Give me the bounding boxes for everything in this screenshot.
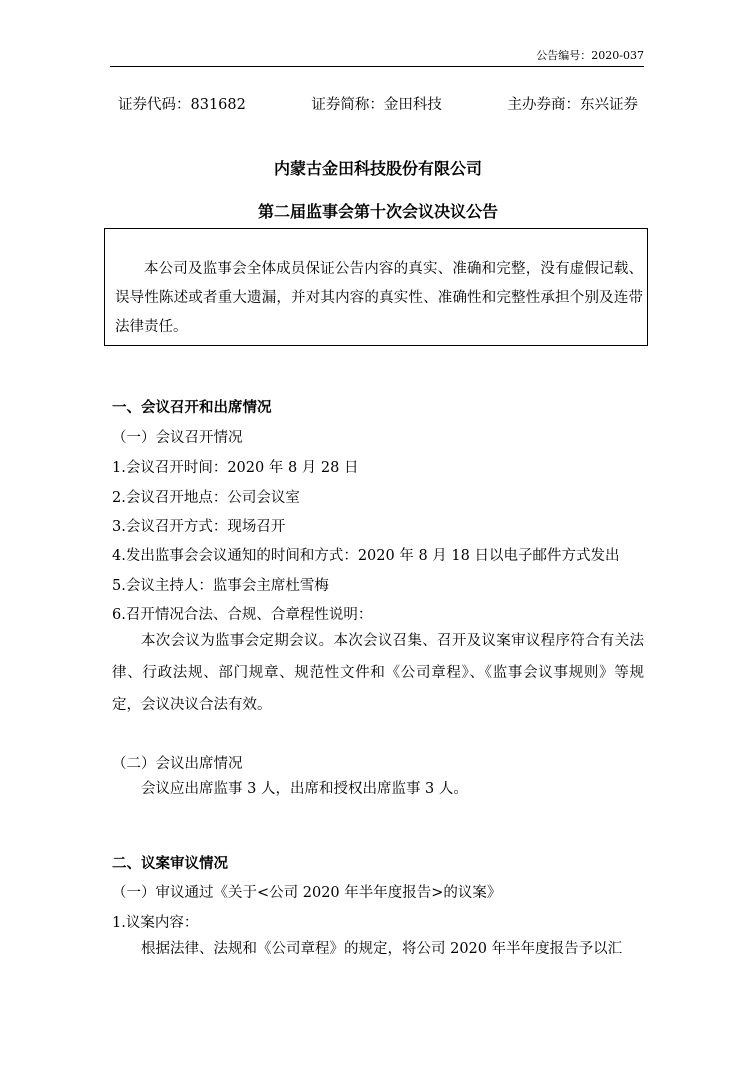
list-item: 6.召开情况合法、合规、合章程性说明： bbox=[112, 607, 373, 623]
legality-paragraph: 本次会议为监事会定期会议。本次会议召集、召开及议案审议程序符合有关法律、行政法规、部门规章、规范性文件和《公司章程》、《监事会议事规则》等规定，会议决议合法有效。 bbox=[112, 633, 644, 713]
subsection-2-1: （一）审议通过《关于<公司 2020 年半年度报告>的议案》 bbox=[112, 885, 502, 901]
announcement-title: 第二届监事会第十次会议决议公告 bbox=[257, 202, 498, 221]
list-item: 4.发出监事会会议通知的时间和方式：2020 年 8 月 18 日以电子邮件方式发出 bbox=[112, 548, 620, 564]
list-item: 1.议案内容： bbox=[112, 915, 199, 931]
security-info-row bbox=[118, 93, 638, 114]
attendance-paragraph: 会议应出席监事 3 人，出席和授权出席监事 3 人。 bbox=[141, 781, 468, 797]
announcement-number: 公告编号：2020-037 bbox=[536, 49, 644, 62]
disclaimer-text: 本公司及监事会全体成员保证公告内容的真实、准确和完整，没有虚假记载、误导性陈述或者重大遗漏，并对其内容的真实性、准确性和完整性承担个别及连带法律责任。 bbox=[115, 261, 643, 335]
list-item: 5.会议主持人：监事会主席杜雪梅 bbox=[112, 578, 329, 594]
company-title: 内蒙古金田科技股份有限公司 bbox=[273, 159, 482, 178]
list-item: 2.会议召开地点：公司会议室 bbox=[112, 490, 300, 506]
content-paragraph: 根据法律、法规和《公司章程》的规定，将公司 2020 年半年度报告予以汇 bbox=[141, 941, 623, 957]
stock-name: 证券简称：金田科技 bbox=[311, 97, 442, 113]
disclaimer-box bbox=[104, 228, 648, 346]
subsection-1-2: （二）会议出席情况 bbox=[112, 756, 243, 772]
stock-code: 证券代码：831682 bbox=[118, 97, 246, 113]
header-divider bbox=[110, 66, 644, 67]
subsection-1-1: （一）会议召开情况 bbox=[112, 430, 243, 446]
section-2-heading: 二、议案审议情况 bbox=[112, 856, 228, 872]
list-item: 1.会议召开时间：2020 年 8 月 28 日 bbox=[112, 460, 359, 476]
section-1-heading: 一、会议召开和出席情况 bbox=[112, 400, 272, 416]
list-item: 3.会议召开方式：现场召开 bbox=[112, 519, 286, 535]
broker: 主办券商：东兴证券 bbox=[507, 97, 638, 113]
